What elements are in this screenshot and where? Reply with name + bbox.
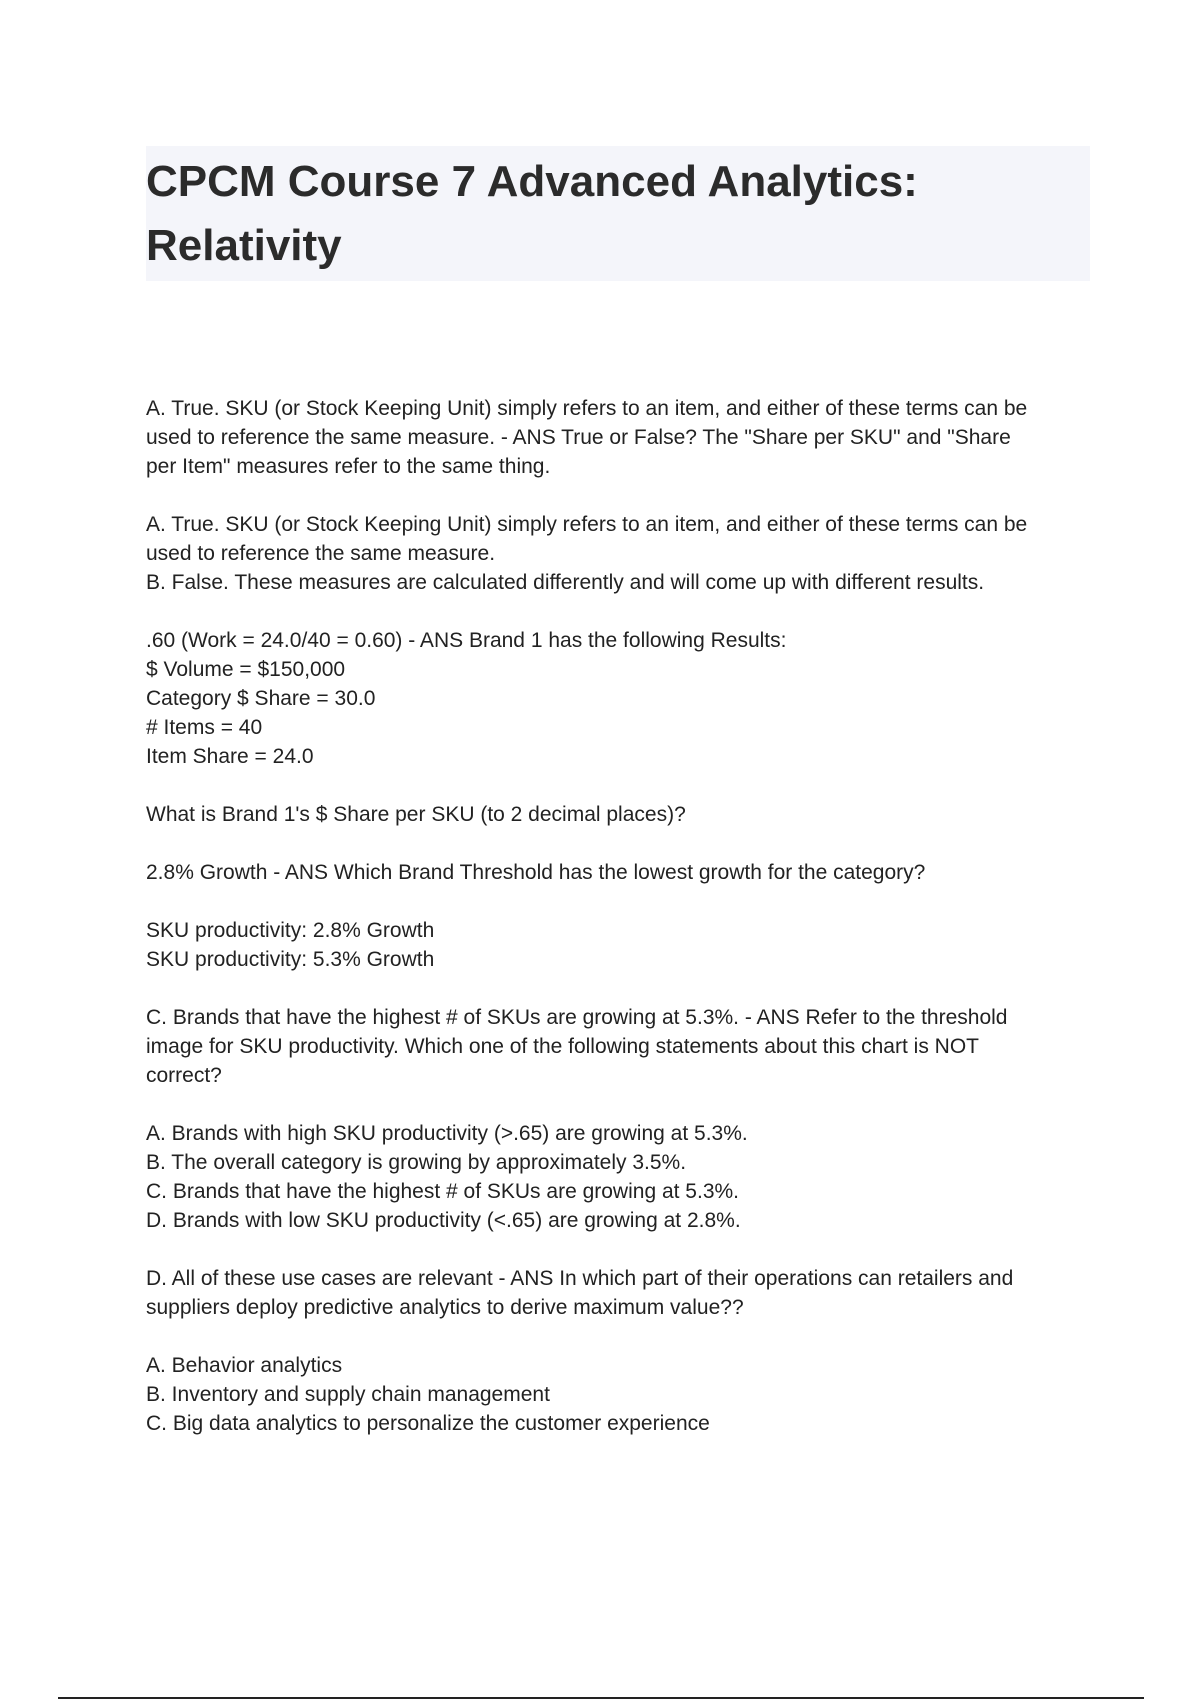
text-line: correct? — [146, 1064, 222, 1087]
text-line: C. Big data analytics to personalize the customer experience — [146, 1412, 710, 1435]
text-line: SKU productivity: 5.3% Growth — [146, 948, 435, 971]
options-block — [146, 1119, 1096, 1235]
qa-block — [146, 858, 1096, 887]
text-line: .60 (Work = 24.0/40 = 0.60) - ANS Brand 1 has the following Results: — [146, 629, 787, 652]
text-line: B. The overall category is growing by approximately 3.5%. — [146, 1151, 687, 1174]
question-block — [146, 800, 1096, 829]
text-line: D. Brands with low SKU productivity (<.65) are growing at 2.8%. — [146, 1209, 741, 1232]
text-line: # Items = 40 — [146, 716, 263, 739]
text-line: A. Brands with high SKU productivity (>.65) are growing at 5.3%. — [146, 1122, 748, 1145]
text-line: C. Brands that have the highest # of SKUs are growing at 5.3%. — [146, 1180, 740, 1203]
text-line: A. Behavior analytics — [146, 1354, 343, 1377]
text-line: per Item" measures refer to the same thing. — [146, 455, 551, 478]
text-line: image for SKU productivity. Which one of the following statements about this chart is NOT — [146, 1035, 979, 1058]
options-block — [146, 510, 1096, 597]
text-line: $ Volume = $150,000 — [146, 658, 346, 681]
title-box — [146, 146, 1090, 281]
qa-block — [146, 394, 1096, 481]
qa-block — [146, 1264, 1096, 1322]
text-line: C. Brands that have the highest # of SKUs are growing at 5.3%. - ANS Refer to the threshold — [146, 1006, 1008, 1029]
title-line: Relativity — [146, 221, 342, 270]
qa-block — [146, 626, 1096, 771]
text-line: Category $ Share = 30.0 — [146, 687, 376, 710]
text-line: B. False. These measures are calculated differently and will come up with different results. — [146, 571, 985, 594]
page-title — [146, 150, 1090, 278]
text-line: used to reference the same measure. - ANS True or False? The "Share per SKU" and "Share — [146, 426, 1011, 449]
footer-divider — [58, 1697, 1144, 1699]
text-line: Item Share = 24.0 — [146, 745, 314, 768]
title-line: CPCM Course 7 Advanced Analytics: — [146, 157, 918, 206]
options-block — [146, 1351, 1096, 1438]
text-line: What is Brand 1's $ Share per SKU (to 2 decimal places)? — [146, 803, 686, 826]
text-line: B. Inventory and supply chain management — [146, 1383, 550, 1406]
options-block — [146, 916, 1096, 974]
text-line: D. All of these use cases are relevant - ANS In which part of their operations can retailers and — [146, 1267, 1014, 1290]
text-line: A. True. SKU (or Stock Keeping Unit) simply refers to an item, and either of these terms can be — [146, 397, 1028, 420]
qa-block — [146, 1003, 1096, 1090]
text-line: 2.8% Growth - ANS Which Brand Threshold has the lowest growth for the category? — [146, 861, 926, 884]
text-line: A. True. SKU (or Stock Keeping Unit) simply refers to an item, and either of these terms can be — [146, 513, 1028, 536]
document-body — [146, 394, 1096, 1467]
text-line: used to reference the same measure. — [146, 542, 496, 565]
text-line: suppliers deploy predictive analytics to derive maximum value?? — [146, 1296, 744, 1319]
text-line: SKU productivity: 2.8% Growth — [146, 919, 435, 942]
